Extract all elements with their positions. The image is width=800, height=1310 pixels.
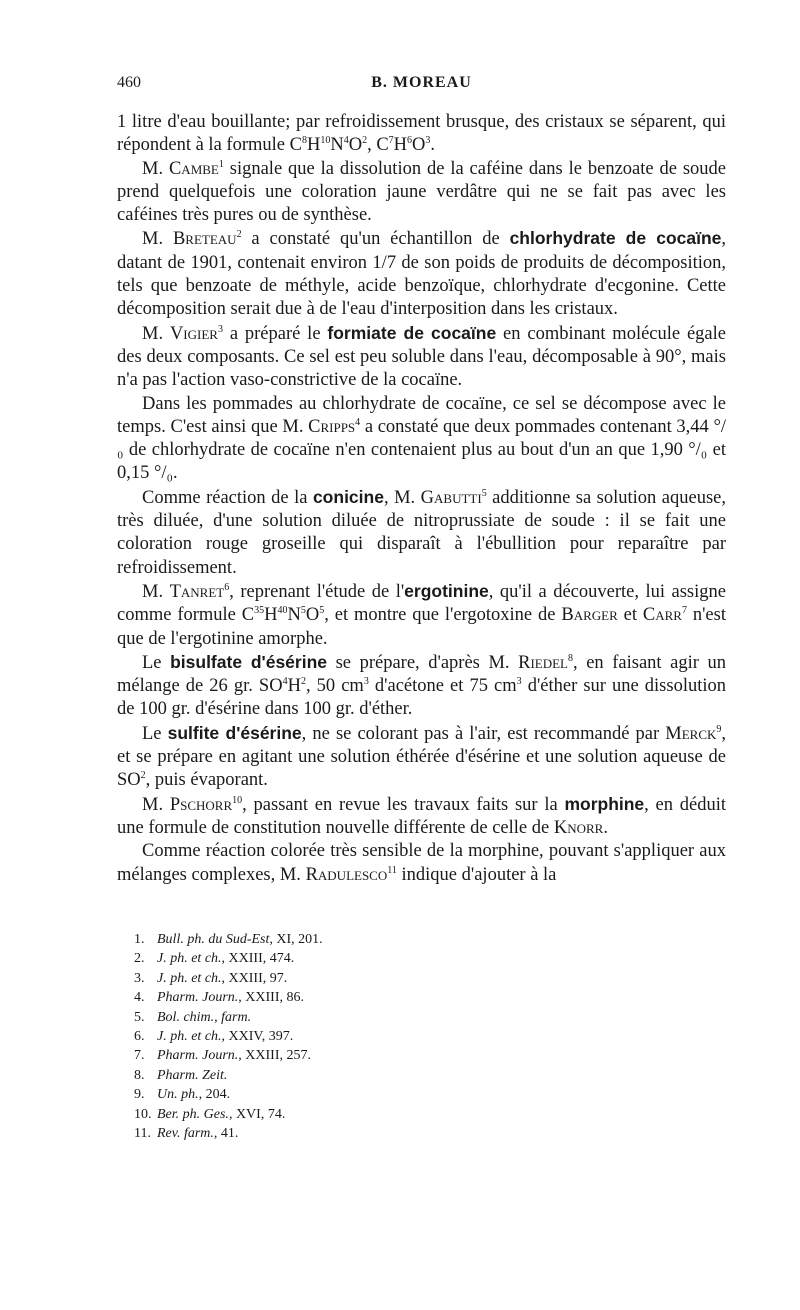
keyword: ergotinine [404,580,489,601]
keyword: formiate de cocaïne [327,322,497,343]
keyword: chlorhydrate de cocaïne [509,228,722,249]
footnote-ref: 9 [716,723,722,735]
paragraph-5: Comme réaction de la conicine, M. Gabutti$^5$ additionne sa solution aqueuse, très diluée, d'une solution diluée de nitroprussiate de soude : il se fait une coloration rouge groseille qui disparaît à l'ébullition pour reparaître par refroidissement. [117,486,726,578]
author-name: Gabutti [420,487,482,508]
footnote: 9. Un. ph., 204. [134,1087,231,1103]
author-name: Pschorr [169,794,233,815]
author-name: Carr [642,605,682,626]
author-name: Radulesco [305,864,388,885]
footnote-ref: 11 [387,864,397,876]
paragraph-0: 1 litre d'eau bouillante; par refroidissement brusque, des cristaux se séparent, qui répondent à la formule $C^8H^{10}N^4O^2$, $C^7H^6O^3$. [117,112,726,156]
body-text [117,111,726,887]
keyword: bisulfate d'ésérine [170,651,328,672]
footnote: 4. Pharm. Journ., XXIII, 86. [134,990,304,1006]
keyword: morphine [564,793,645,814]
author-name: Barger [561,605,618,626]
paragraph-9: M. Pschorr$^{10}$, passant en revue les travaux faits sur la morphine, en déduit une formule de constitution nouvelle différente de celle de Knorr. [117,793,727,838]
paragraph-6: M. Tanret$^6$, reprenant l'étude de l'ergotinine, qu'il a découverte, lui assigne comme formule $C^{35}H^{40}N^5O^5$, et montre que l'ergotoxine de Barger et Carr$^7$ n'est que de l'ergotinine amorphe. [117,580,726,649]
footnotes [134,930,634,1143]
footnote: 11. Rev. farm., 41. [134,1126,239,1142]
page-header [117,74,726,98]
footnote-ref: 5 [481,487,487,499]
keyword: sulfite d'ésérine [167,722,302,743]
footnote-ref: 10 [232,794,243,806]
footnote: 2. J. ph. et ch., XXIII, 474. [134,951,295,967]
footnote: 7. Pharm. Journ., XXIII, 257. [134,1048,311,1064]
footnote: 3. J. ph. et ch., XXIII, 97. [134,970,288,986]
paragraph-2: M. Breteau$^2$ a constaté qu'un échantillon de chlorhydrate de cocaïne, datant de 1901, contenait environ 1/7 de son poids de produits de décomposition, tels que benzoate de méthyle, acide benzoïque, chlorhydrate d'ecgonine. Cette décomposition serait due à de l'eau d'interposition dans les cristaux. [117,228,727,320]
running-head: B. MOREAU [371,74,472,91]
footnote: 8. Pharm. Zeit. [134,1067,228,1083]
keyword: conicine [312,486,384,507]
author-name: Vigier [169,323,218,344]
footnote: 6. J. ph. et ch., XXIV, 397. [134,1029,294,1045]
footnote-ref: 1 [218,158,224,170]
author-name: Breteau [172,229,237,250]
footnote-ref: 7 [681,605,687,617]
footnote: 1. Bull. ph. du Sud-Est, XI, 201. [134,932,323,947]
author-name: Riedel [518,652,568,673]
author-name: Merck [665,723,717,744]
paragraph-3: M. Vigier$^3$ a préparé le formiate de cocaïne en combinant molécule égale des deux composants. Ce sel est peu soluble dans l'eau, décomposable à 90°, mais n'a pas l'action vaso-constrictive de la cocaïne. [117,322,726,391]
paragraph-1: M. Cambe$^1$ signale que la dissolution de la caféine dans le benzoate de soude prend quelquefois une coloration jaune verdâtre qui ne se fait pas avec les caféines très pures ou de synthèse. [117,158,727,226]
footnote-ref: 8 [568,652,573,664]
author-name: Tanret [169,581,225,602]
footnote: 5. Bol. chim., farm. [134,1009,252,1025]
page-number: 460 [117,74,141,91]
author-name: Cambe [168,158,219,179]
author-name: Knorr [553,817,604,838]
author-name: Cripps [308,416,356,437]
footnote-ref: 6 [224,581,230,593]
footnote-ref: 3 [217,323,223,335]
paragraph-7: Le bisulfate d'ésérine se prépare, d'après M. Riedel$^8$, en faisant agir un mélange de 26 gr. $SO^4H^2$, 50 $cm^3$ d'acétone et 75 $cm^3$ d'éther sur une dissolution de 100 gr. d'ésérine dans 100 gr. d'éther. [117,651,726,720]
paragraph-8: Le sulfite d'ésérine, ne se colorant pas à l'air, est recommandé par Merck$^9$, et se prépare en agitant une solution éthérée d'ésérine et une solution aqueuse de $SO^2$, puis évaporant. [117,722,727,791]
footnote: 10. Ber. ph. Ges., XVI, 74. [134,1106,286,1122]
footnote-ref: 2 [236,229,242,241]
paragraph-4: Dans les pommades au chlorhydrate de cocaïne, ce sel se décompose avec le temps. C'est ainsi que M. Cripps$^4$ a constaté que deux pommades contenant 3,44 °/₀ de chlorhydrate de cocaïne n'en contenaient plus au bout d'un an que 1,90 °/₀ et 0,15 °/₀. [117,393,726,484]
footnote-ref: 4 [355,416,361,428]
paragraph-10: Comme réaction colorée très sensible de la morphine, pouvant s'appliquer aux mélanges complexes, M. Radulesco$^{11}$ indique d'ajouter à la [117,841,726,885]
